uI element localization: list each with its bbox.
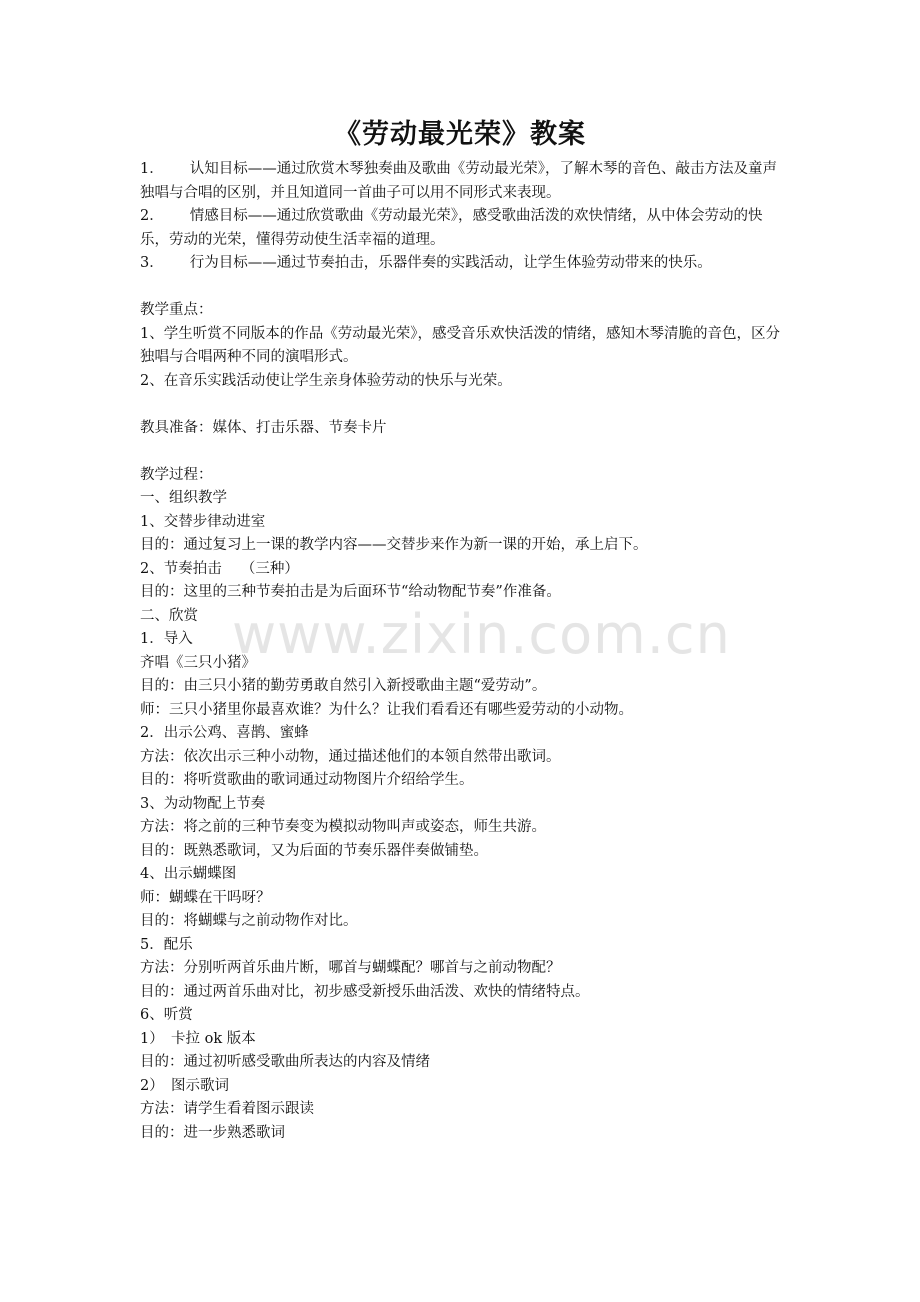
process-line: 目的：将听赏歌曲的歌词通过动物图片介绍给学生。 [140,772,474,788]
process-line: 目的：通过复习上一课的教学内容——交替步来作为新一课的开始，承上启下。 [140,537,648,553]
blank-line [140,393,785,417]
process-line: 目的：既熟悉歌词，又为后面的节奏乐器伴奏做铺垫。 [140,842,488,859]
process-line: 目的：进一步熟悉歌词 [140,1124,285,1141]
process-line: 二、欣赏 [140,607,198,624]
blank-line [140,276,785,300]
goal-number: 2． [140,208,164,224]
process-line: 目的：将蝴蝶与之前动物作对比。 [140,913,358,929]
goal-text: 情感目标——通过欣赏歌曲《劳动最光荣》，感受歌曲活泼的欢快情绪，从中体会劳动的快乐，劳动的光荣，懂得劳动使生活幸福的道理。 [140,208,763,248]
process-line: 目的：由三只小猪的勤劳勇敢自然引入新授歌曲主题“爱劳动”。 [140,678,547,694]
process-line: 目的：通过两首乐曲对比，初步感受新授乐曲活泼、欢快的情绪特点。 [140,983,590,1000]
process-line: 3、为动物配上节奏 [140,795,266,812]
materials-line: 教具准备：媒体、打击乐器、节奏卡片 [140,419,387,436]
document-title: 《劳动最光荣》教案 [334,119,586,150]
process-line: 目的：这里的三种节奏拍击是为后面环节“给动物配节奏”作准备。 [140,584,561,600]
key-point-item: 2、在音乐实践活动使让学生亲身体验劳动的快乐与光荣。 [140,372,512,389]
goal-item [140,252,785,276]
process-line: 5．配乐 [140,936,193,953]
process-line: 方法：将之前的三种节奏变为模拟动物叫声或姿态，师生共游。 [140,819,546,835]
process-line: 齐唱《三只小猪》 [140,654,256,671]
process-line: 6、听赏 [140,1007,193,1023]
process-line: 一、组织教学 [140,490,227,506]
goal-number: 1． [140,161,164,177]
process-line: 2、节奏拍击 （三种） [140,560,299,577]
process-line: 1） 卡拉 ok 版本 [140,1030,256,1047]
process-line: 目的：通过初听感受歌曲所表达的内容及情绪 [140,1054,430,1070]
process-line: 方法：分别听两首乐曲片断，哪首与蝴蝶配？哪首与之前动物配？ [140,960,561,976]
watermark-text: www.zixin.com.cn [232,603,731,666]
process-line: 师：蝴蝶在干吗呀？ [140,889,271,906]
key-point-item: 1、学生听赏不同版本的作品《劳动最光荣》，感受音乐欢快活泼的情绪，感知木琴清脆的音色，区分独唱与合唱两种不同的演唱形式。 [140,325,780,365]
process-line: 方法：依次出示三种小动物，通过描述他们的本领自然带出歌词。 [140,748,561,765]
document-body [140,158,785,1145]
process-line: 方法：请学生看着图示跟读 [140,1101,314,1117]
process-line: 2．出示公鸡、喜鹊、蜜蜂 [140,725,309,741]
blank-line [140,440,785,464]
process-heading: 教学过程： [140,466,213,483]
key-points-heading: 教学重点： [140,302,213,318]
goal-item [140,205,785,252]
process-line: 师：三只小猪里你最喜欢谁？为什么？让我们看看还有哪些爱劳动的小动物。 [140,701,633,718]
goal-text: 认知目标——通过欣赏木琴独奏曲及歌曲《劳动最光荣》，了解木琴的音色、敲击方法及童声独唱与合唱的区别，并且知道同一首曲子可以用不同形式来表现。 [140,161,777,201]
process-line: 1、交替步律动进室 [140,513,266,530]
goal-item [140,158,785,205]
process-line: 2） 图示歌词 [140,1077,229,1094]
process-line: 4、出示蝴蝶图 [140,866,237,882]
process-line: 1．导入 [140,631,193,647]
goal-text: 行为目标——通过节奏拍击，乐器伴奏的实践活动，让学生体验劳动带来的快乐。 [189,255,712,271]
goal-number: 3． [140,255,164,271]
